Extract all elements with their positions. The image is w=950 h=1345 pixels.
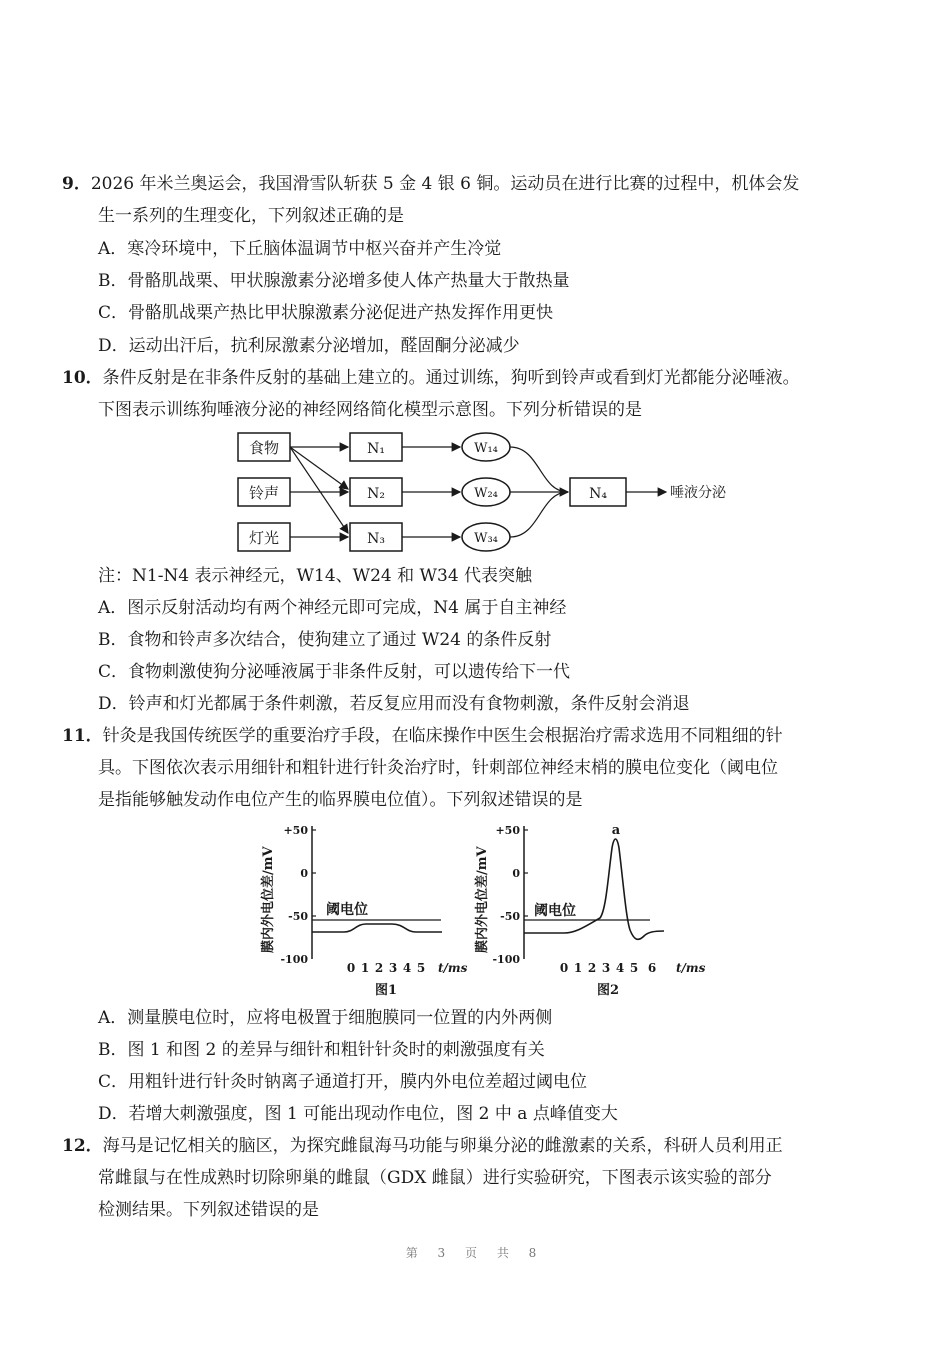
- fig1-xtick-5: 5: [416, 961, 426, 975]
- q9-stem-line2: 生一系列的生理变化，下列叙述正确的是: [98, 206, 404, 226]
- fig2-threshold-label: 阈电位: [534, 903, 576, 919]
- fig2-ytick-plus50: +50: [495, 824, 520, 837]
- q9-option-b: B．骨骼肌战栗、甲状腺激素分泌增多使人体产热量大于散热量: [98, 271, 570, 291]
- stimulus-light-label: 灯光: [248, 529, 280, 547]
- fig2-ytick-0: 0: [512, 867, 520, 880]
- fig2-ytick-minus100: -100: [492, 953, 520, 966]
- membrane-potential-figure-1: [258, 818, 488, 998]
- fig1-ytick-minus50: -50: [288, 910, 308, 923]
- fig2-action-potential-curve: [524, 839, 664, 939]
- fig1-potential-curve: [312, 924, 442, 932]
- fig2-caption: 图2: [596, 983, 620, 998]
- q11-stem-line2: 具。下图依次表示用细针和粗针进行针灸治疗时，针刺部位神经末梢的膜电位变化（阈电位: [98, 758, 778, 778]
- fig2-xtick-5: 5: [629, 961, 639, 975]
- q11-option-a: A．测量膜电位时，应将电极置于细胞膜同一位置的内外两侧: [98, 1008, 553, 1028]
- q10-option-a: A．图示反射活动均有两个神经元即可完成，N4 属于自主神经: [98, 598, 567, 618]
- synapse-w34-label: W₃₄: [474, 531, 498, 546]
- page-footer: 第 3 页 共 8: [405, 1246, 545, 1260]
- fig2-xtick-1: 1: [573, 961, 583, 975]
- fig1-xtick-1: 1: [360, 961, 370, 975]
- fig2-ylabel: 膜内外电位差/mV: [475, 846, 490, 953]
- neuron-n1-label: N₁: [367, 441, 385, 457]
- fig1-xtick-3: 3: [388, 961, 398, 975]
- fig2-xtick-3: 3: [601, 961, 611, 975]
- fig2-xtick-6: 6: [647, 961, 657, 975]
- q10-option-b: B．食物和铃声多次结合，使狗建立了通过 W24 的条件反射: [98, 630, 552, 650]
- q11-stem-line3: 是指能够触发动作电位产生的临界膜电位值）。下列叙述错误的是: [98, 790, 583, 810]
- synapse-w14-label: W₁₄: [474, 441, 498, 456]
- q10-option-d: D．铃声和灯光都属于条件刺激，若反复应用而没有食物刺激，条件反射会消退: [98, 694, 690, 714]
- fig1-ytick-plus50: +50: [283, 824, 308, 837]
- fig2-xtick-4: 4: [615, 961, 625, 975]
- neuron-n2-label: N₂: [367, 486, 385, 502]
- stimulus-food-label: 食物: [248, 439, 280, 457]
- fig2-xunit: t/ms: [676, 961, 706, 975]
- synapse-w24-label: W₂₄: [474, 486, 498, 501]
- fig1-ytick-0: 0: [300, 867, 308, 880]
- q9-number: 9．: [62, 174, 91, 194]
- q11-stem-line1: 11．针灸是我国传统医学的重要治疗手段，在临床操作中医生会根据治疗需求选用不同粗细的针: [62, 726, 783, 746]
- output-label: 唾液分泌: [670, 485, 726, 501]
- fig2-peak-label: a: [611, 823, 621, 838]
- q9-stem-line1: 9．2026 年米兰奥运会，我国滑雪队斩获 5 金 4 银 6 铜。运动员在进行比赛的过程中，机体会发: [62, 174, 800, 194]
- fig2-xtick-2: 2: [587, 961, 597, 975]
- fig1-xtick-0: 0: [346, 961, 356, 975]
- fig1-xtick-2: 2: [374, 961, 384, 975]
- q11-option-d: D．若增大刺激强度，图 1 可能出现动作电位，图 2 中 a 点峰值变大: [98, 1104, 618, 1124]
- fig1-xtick-4: 4: [402, 961, 412, 975]
- q12-stem-line1: 12．海马是记忆相关的脑区，为探究雌鼠海马功能与卵巢分泌的雌激素的关系，科研人员利用正: [62, 1136, 783, 1156]
- q10-number: 10．: [62, 368, 103, 388]
- fig1-xunit: t/ms: [438, 961, 468, 975]
- fig1-caption: 图1: [374, 983, 398, 998]
- q9-option-c: C．骨骼肌战栗产热比甲状腺激素分泌促进产热发挥作用更快: [98, 303, 554, 323]
- q12-number: 12．: [62, 1136, 103, 1156]
- q10-note: 注：N1-N4 表示神经元，W14、W24 和 W34 代表突触: [98, 566, 533, 586]
- q10-option-c: C．食物刺激使狗分泌唾液属于非条件反射，可以遗传给下一代: [98, 662, 571, 682]
- q9-option-d: D．运动出汗后，抗利尿激素分泌增加，醛固酮分泌减少: [98, 336, 520, 356]
- neural-network-diagram: [230, 425, 750, 555]
- membrane-potential-figure-2: [468, 818, 718, 998]
- fig1-ylabel: 膜内外电位差/mV: [261, 846, 276, 953]
- q9-option-a: A．寒冷环境中，下丘脑体温调节中枢兴奋并产生冷觉: [98, 239, 502, 259]
- q11-option-c: C．用粗针进行针灸时钠离子通道打开，膜内外电位差超过阈电位: [98, 1072, 588, 1092]
- fig2-xtick-0: 0: [559, 961, 569, 975]
- stimulus-bell-label: 铃声: [248, 484, 280, 502]
- q12-stem-line3: 检测结果。下列叙述错误的是: [98, 1200, 319, 1220]
- fig1-threshold-label: 阈电位: [326, 902, 368, 918]
- fig2-ytick-minus50: -50: [500, 910, 520, 923]
- neuron-n4-label: N₄: [589, 486, 607, 502]
- q11-option-b: B．图 1 和图 2 的差异与细针和粗针针灸时的刺激强度有关: [98, 1040, 545, 1060]
- q10-stem-line1: 10．条件反射是在非条件反射的基础上建立的。通过训练，狗听到铃声或看到灯光都能分泌唾液。: [62, 368, 800, 388]
- q10-stem-line2: 下图表示训练狗唾液分泌的神经网络简化模型示意图。下列分析错误的是: [98, 400, 642, 420]
- neuron-n3-label: N₃: [367, 531, 385, 547]
- fig1-ytick-minus100: -100: [280, 953, 308, 966]
- q11-number: 11．: [62, 726, 103, 746]
- q12-stem-line2: 常雌鼠与在性成熟时切除卵巢的雌鼠（GDX 雌鼠）进行实验研究，下图表示该实验的部分: [98, 1168, 772, 1188]
